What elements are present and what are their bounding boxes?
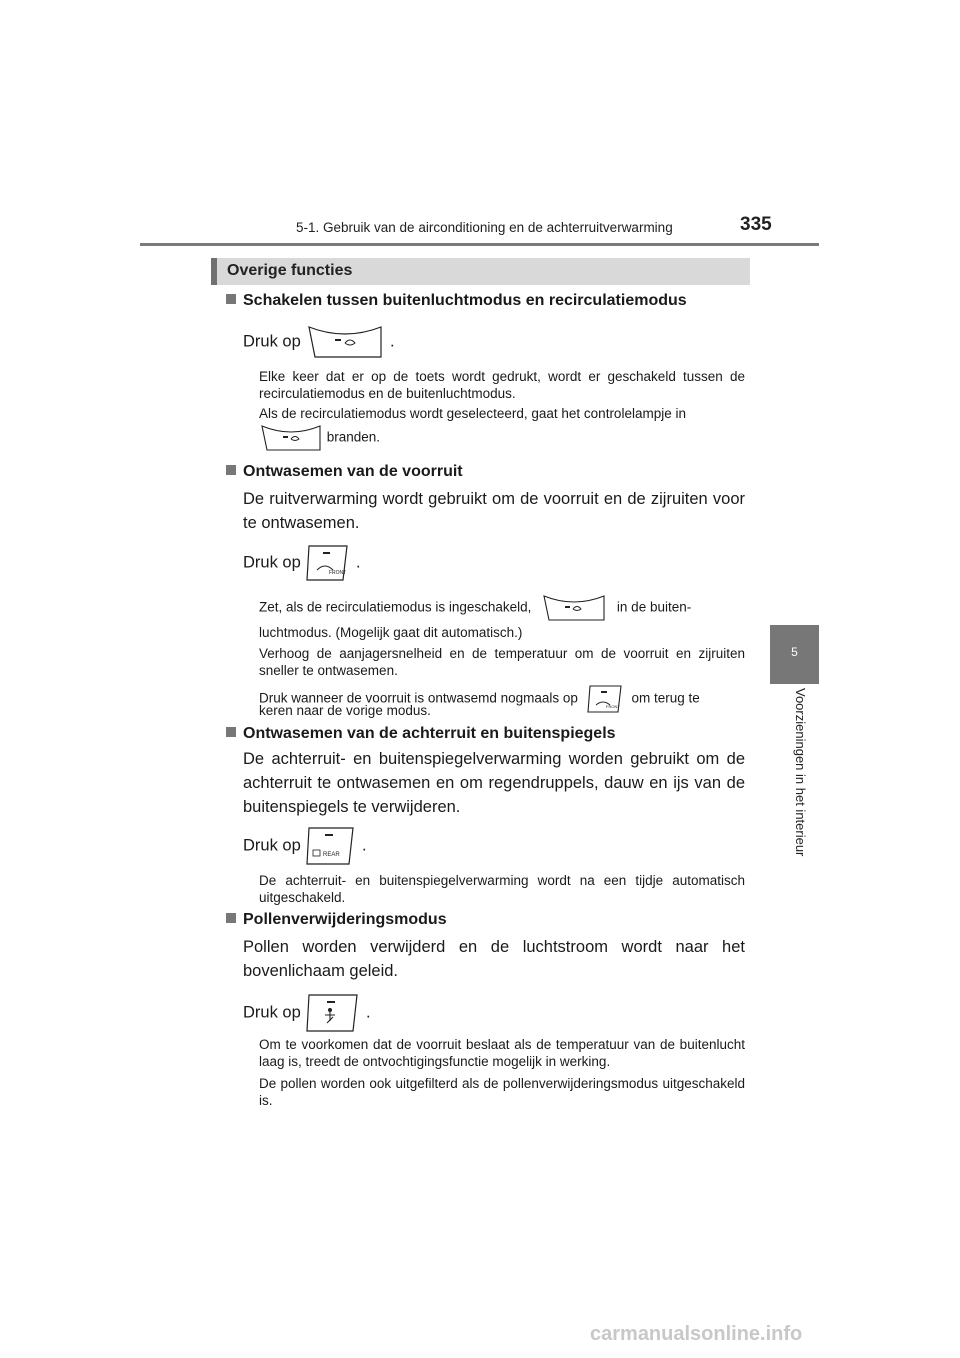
section-title: Overige functies	[227, 262, 353, 279]
front-note-3b: keren naar de vorige modus.	[259, 703, 431, 718]
front-button-label: FRONT	[605, 704, 620, 709]
recirc-instruction: Druk op .	[243, 325, 745, 359]
chapter-tab-label: Voorzieningen in het interieur	[793, 688, 808, 857]
rear-note-1: De achterruit- en buitenspiegelverwarming wordt na een tijdje automatisch uitgeschakeld.	[259, 873, 745, 905]
chapter-title: 5-1. Gebruik van de airconditioning en de achterruitverwarming	[296, 220, 673, 235]
page-number: 335	[740, 214, 772, 235]
recirc-note-2: Als de recirculatiemodus wordt geselecteerd, gaat het controlelampje in	[259, 406, 686, 421]
watermark: carmanualsonline.info	[590, 1323, 803, 1345]
bullet-square-icon	[226, 294, 236, 304]
heading-rear-defog: Ontwasemen van de achterruit en buitenspiegels	[226, 725, 616, 743]
heading-pollen-mode: Pollenverwijderingsmodus	[226, 911, 447, 929]
front-body: De ruitverwarming wordt gebruikt om de voorruit en de zijruiten voor te ontwasemen.	[243, 490, 745, 532]
front-instruction: Druk op FRONT .	[243, 544, 745, 582]
rear-body: De achterruit- en buitenspiegelverwarming worden gebruikt om de achterruit te ontwasemen en om regendruppels, dauw en ijs van de buitenspiegels te verwijderen.	[243, 750, 745, 816]
bullet-square-icon	[226, 465, 236, 475]
pollen-note-2: De pollen worden ook uitgefilterd als de pollenverwijderingsmodus uitgeschakeld is.	[259, 1076, 745, 1108]
recirculation-button-icon	[305, 325, 385, 359]
rear-instruction: Druk op REAR .	[243, 826, 745, 866]
bullet-square-icon	[226, 913, 236, 923]
recirc-note-2-cont: branden.	[259, 424, 745, 458]
pollen-note-1: Om te voorkomen dat de voorruit beslaat als de temperatuur van de buitenlucht laag is, treedt de ontvochtigingsfunctie mogelijk in werking.	[259, 1037, 745, 1069]
recirculation-indicator-icon	[259, 424, 323, 452]
recirc-note-1: Elke keer dat er op de toets wordt gedrukt, wordt er geschakeld tussen de recirculatiemodus en de buitenluchtmodus.	[259, 369, 745, 401]
pollen-instruction: Druk op .	[243, 993, 745, 1033]
bullet-square-icon	[226, 727, 236, 737]
rear-button-label: REAR	[323, 852, 341, 858]
front-button-label: FRONT	[329, 570, 347, 576]
chapter-tab	[770, 625, 819, 684]
pollen-body: Pollen worden verwijderd en de luchtstroom wordt naar het bovenlichaam geleid.	[243, 938, 745, 980]
rear-defroster-button-icon	[305, 826, 357, 866]
front-note-2: Verhoog de aanjagersnelheid en de temperatuur om de voorruit en zijruiten sneller te ontwasemen.	[259, 646, 745, 678]
heading-front-defog: Ontwasemen van de voorruit	[226, 463, 463, 481]
front-note-3a: Druk wanneer de voorruit is ontwasemd nogmaals op FRONT om terug te	[259, 684, 745, 714]
recirculation-button-icon	[541, 594, 607, 622]
section-title-bar	[211, 258, 750, 285]
chapter-tab-number: 5	[791, 645, 798, 659]
heading-recirculation: Schakelen tussen buitenluchtmodus en recirculatiemodus	[226, 292, 687, 310]
pollen-button-icon	[305, 993, 361, 1033]
front-defroster-button-icon	[305, 544, 351, 582]
header-rule	[140, 243, 819, 246]
front-note-1b: luchtmodus. (Mogelijk gaat dit automatisch.)	[259, 625, 523, 640]
front-note-1a: Zet, als de recirculatiemodus is ingeschakeld, in de buiten-	[259, 594, 745, 622]
